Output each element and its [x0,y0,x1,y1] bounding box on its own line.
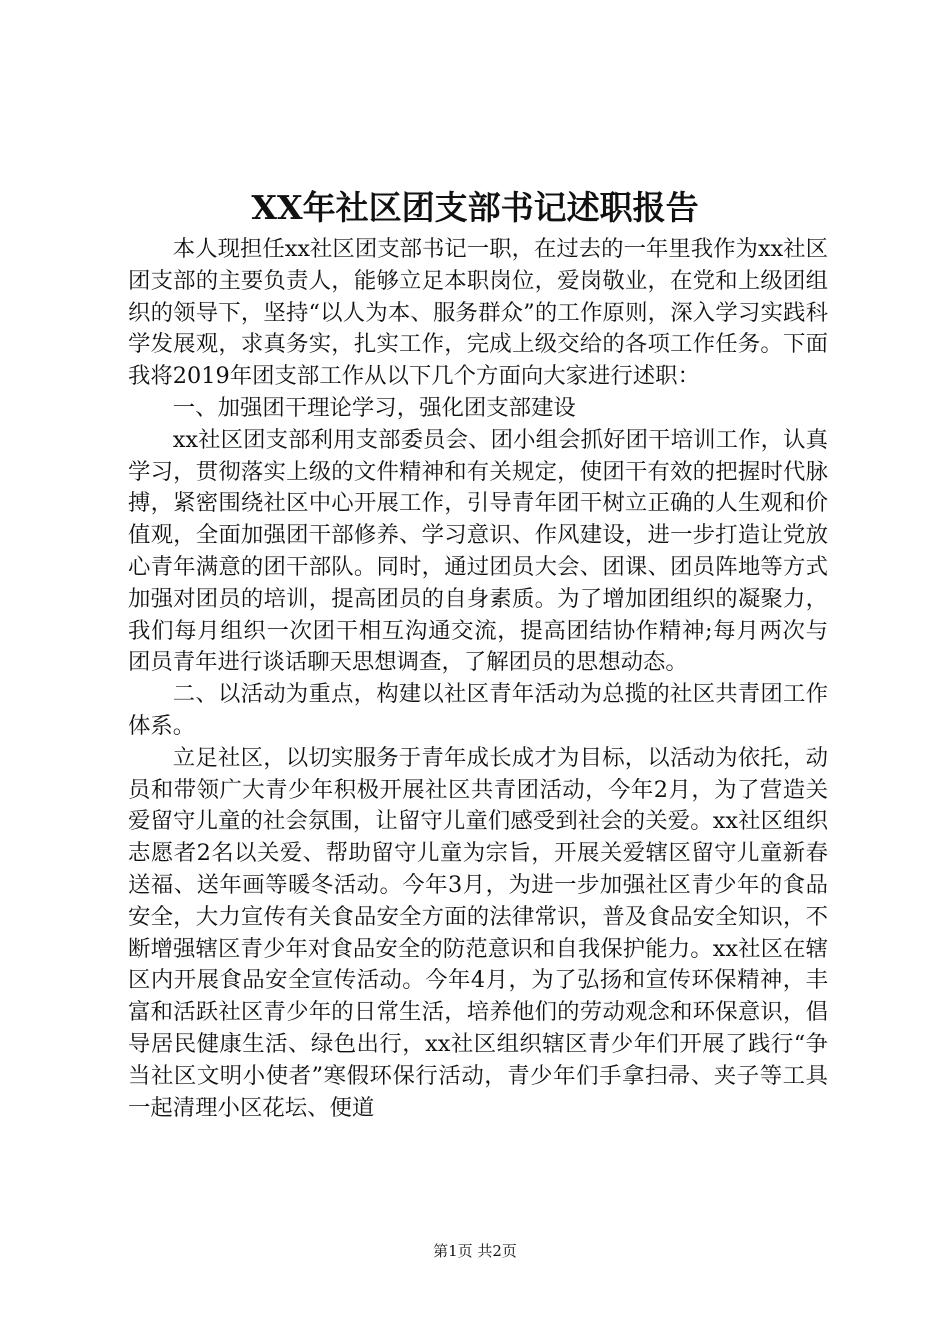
paragraph-section-1: xx社区团支部利用支部委员会、团小组会抓好团干培训工作，认真学习，贯彻落实上级的文件精神和有关规定，使团干有效的把握时代脉搏，紧密围绕社区中心开展工作，引导青年团干树立正确的人生观和价值观，全面加强团干部修养、学习意识、作风建设，进一步打造让党放心青年满意的团干部队。同时，通过团员大会、团课、团员阵地等方式加强对团员的培训，提高团员的自身素质。为了增加团组织的凝聚力，我们每月组织一次团干相互沟通交流，提高团结协作精神;每月两次与团员青年进行谈话聊天思想调查，了解团员的思想动态。 [128,426,828,676]
document-title: XX年社区团支部书记述职报告 [251,188,699,227]
paragraph-intro: 本人现担任xx社区团支部书记一职，在过去的一年里我作为xx社区团支部的主要负责人，能够立足本职岗位，爱岗敬业，在党和上级团组织的领导下，坚持“以人为本、服务群众”的工作原则，深入学习实践科学发展观，求真务实，扎实工作，完成上级交给的各项工作任务。下面我将2019年团支部工作从以下几个方面向大家进行述职： [128,236,828,390]
document-body [128,234,828,1124]
section-heading-2: 二、以活动为重点，构建以社区青年活动为总揽的社区共青团工作体系。 [128,681,828,739]
paragraph-section-2: 立足社区，以切实服务于青年成长成才为目标，以活动为依托，动员和带领广大青少年积极开展社区共青团活动，今年2月，为了营造关爱留守儿童的社会氛围，让留守儿童们感受到社会的关爱。xx社区组织志愿者2名以关爱、帮助留守儿童为宗旨，开展关爱辖区留守儿童新春送福、送年画等暖冬活动。今年3月，为进一步加强社区青少年的食品安全，大力宣传有关食品安全方面的法律常识，普及食品安全知识，不断增强辖区青少年对食品安全的防范意识和自我保护能力。xx社区在辖区内开展食品安全宣传活动。今年4月，为了弘扬和宣传环保精神，丰富和活跃社区青少年的日常生活，培养他们的劳动观念和环保意识，倡导居民健康生活、绿色出行，xx社区组织辖区青少年们开展了践行“争当社区文明小使者”寒假环保行活动，青少年们手拿扫帚、夹子等工具一起清理小区花坛、便道 [128,744,828,1121]
section-heading-1: 一、加强团干理论学习，强化团支部建设 [172,394,576,421]
page-footer: 第1页 共2页 [433,1242,517,1260]
